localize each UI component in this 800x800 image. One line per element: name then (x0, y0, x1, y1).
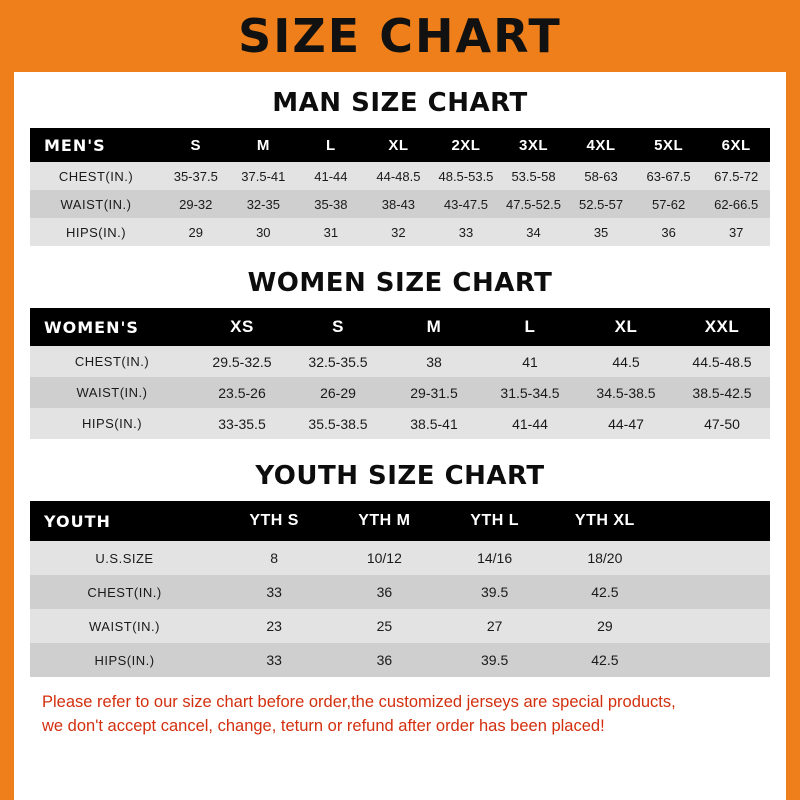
table-cell: 57-62 (635, 190, 703, 218)
table-cell: 38.5-41 (386, 408, 482, 439)
row-label: U.S.SIZE (30, 541, 219, 575)
table-cell: 27 (440, 609, 550, 643)
table-header-row (30, 501, 770, 541)
column-header: M (386, 308, 482, 346)
footer-note-line-2: we don't accept cancel, change, teturn or refund after order has been placed! (42, 716, 605, 735)
row-label: HIPS(IN.) (30, 408, 194, 439)
table-cell: 29-32 (162, 190, 230, 218)
table-cell: 37 (702, 218, 770, 246)
table-cell-spacer (660, 575, 770, 609)
table-row (30, 218, 770, 246)
table-cell: 38.5-42.5 (674, 377, 770, 408)
row-label: WAIST(IN.) (30, 377, 194, 408)
table-cell: 38-43 (365, 190, 433, 218)
table-cell-spacer (660, 541, 770, 575)
table-cell: 47.5-52.5 (500, 190, 568, 218)
table-cell: 32-35 (230, 190, 298, 218)
column-header: 3XL (500, 128, 568, 162)
table-cell: 35 (567, 218, 635, 246)
table-cell: 29.5-32.5 (194, 346, 290, 377)
table-row (30, 609, 770, 643)
table-cell: 35-37.5 (162, 162, 230, 190)
table-cell: 8 (219, 541, 329, 575)
table-row (30, 575, 770, 609)
table-cell: 42.5 (550, 643, 660, 677)
table-row (30, 346, 770, 377)
table-cell: 36 (329, 575, 439, 609)
table-cell: 62-66.5 (702, 190, 770, 218)
column-header: L (297, 128, 365, 162)
table-cell-spacer (660, 609, 770, 643)
table-cell: 33 (219, 575, 329, 609)
table-cell: 32.5-35.5 (290, 346, 386, 377)
women-size-table (30, 308, 770, 439)
row-label: CHEST(IN.) (30, 346, 194, 377)
banner (14, 0, 786, 72)
youth-size-table (30, 501, 770, 677)
table-cell: 29-31.5 (386, 377, 482, 408)
table-cell: 35-38 (297, 190, 365, 218)
table-cell: 39.5 (440, 575, 550, 609)
table-cell: 44.5 (578, 346, 674, 377)
table-cell: 33-35.5 (194, 408, 290, 439)
table-header-row (30, 128, 770, 162)
row-label: WAIST(IN.) (30, 609, 219, 643)
table-cell: 52.5-57 (567, 190, 635, 218)
column-header: YTH XL (550, 501, 660, 541)
table-cell: 41 (482, 346, 578, 377)
row-label: WAIST(IN.) (30, 190, 162, 218)
table-cell: 14/16 (440, 541, 550, 575)
column-header: 6XL (702, 128, 770, 162)
table-cell: 36 (329, 643, 439, 677)
column-header: 2XL (432, 128, 500, 162)
column-header: S (162, 128, 230, 162)
table-cell: 41-44 (482, 408, 578, 439)
table-cell: 48.5-53.5 (432, 162, 500, 190)
column-header: WOMEN'S (30, 308, 194, 346)
table-row (30, 377, 770, 408)
column-header-spacer (660, 501, 770, 541)
column-header: S (290, 308, 386, 346)
table-header-row (30, 308, 770, 346)
footer-note (42, 691, 758, 739)
table-cell: 29 (162, 218, 230, 246)
column-header: YTH M (329, 501, 439, 541)
column-header: MEN'S (30, 128, 162, 162)
table-row (30, 408, 770, 439)
table-row (30, 190, 770, 218)
table-cell: 67.5-72 (702, 162, 770, 190)
table-cell: 18/20 (550, 541, 660, 575)
table-row (30, 541, 770, 575)
table-cell: 39.5 (440, 643, 550, 677)
column-header: M (230, 128, 298, 162)
column-header: L (482, 308, 578, 346)
table-cell: 29 (550, 609, 660, 643)
column-header: XL (578, 308, 674, 346)
table-cell: 44-48.5 (365, 162, 433, 190)
table-cell: 58-63 (567, 162, 635, 190)
table-cell: 31 (297, 218, 365, 246)
table-cell: 36 (635, 218, 703, 246)
table-cell: 10/12 (329, 541, 439, 575)
table-cell: 42.5 (550, 575, 660, 609)
row-label: CHEST(IN.) (30, 575, 219, 609)
table-row (30, 643, 770, 677)
table-cell: 43-47.5 (432, 190, 500, 218)
column-header: 5XL (635, 128, 703, 162)
column-header: YOUTH (30, 501, 219, 541)
table-cell: 47-50 (674, 408, 770, 439)
table-cell: 26-29 (290, 377, 386, 408)
table-cell: 53.5-58 (500, 162, 568, 190)
table-cell-spacer (660, 643, 770, 677)
column-header: XXL (674, 308, 770, 346)
row-label: HIPS(IN.) (30, 643, 219, 677)
row-label: CHEST(IN.) (30, 162, 162, 190)
column-header: YTH S (219, 501, 329, 541)
column-header: 4XL (567, 128, 635, 162)
table-cell: 37.5-41 (230, 162, 298, 190)
section-title-youth: YOUTH SIZE CHART (255, 461, 545, 491)
section-title-women: WOMEN SIZE CHART (247, 268, 553, 298)
section-title-man: MAN SIZE CHART (272, 88, 528, 118)
page-title: SIZE CHART (238, 9, 562, 63)
column-header: YTH L (440, 501, 550, 541)
column-header: XL (365, 128, 433, 162)
table-cell: 32 (365, 218, 433, 246)
table-cell: 23 (219, 609, 329, 643)
table-cell: 31.5-34.5 (482, 377, 578, 408)
footer-note-line-1: Please refer to our size chart before order,the customized jerseys are special products, (42, 693, 676, 711)
column-header: XS (194, 308, 290, 346)
table-cell: 23.5-26 (194, 377, 290, 408)
table-cell: 44.5-48.5 (674, 346, 770, 377)
man-size-table (30, 128, 770, 246)
table-cell: 41-44 (297, 162, 365, 190)
table-cell: 44-47 (578, 408, 674, 439)
row-label: HIPS(IN.) (30, 218, 162, 246)
table-cell: 34 (500, 218, 568, 246)
table-row (30, 162, 770, 190)
content (14, 88, 786, 739)
table-cell: 33 (219, 643, 329, 677)
table-cell: 25 (329, 609, 439, 643)
table-cell: 34.5-38.5 (578, 377, 674, 408)
table-cell: 33 (432, 218, 500, 246)
table-cell: 38 (386, 346, 482, 377)
table-cell: 30 (230, 218, 298, 246)
table-cell: 35.5-38.5 (290, 408, 386, 439)
table-cell: 63-67.5 (635, 162, 703, 190)
